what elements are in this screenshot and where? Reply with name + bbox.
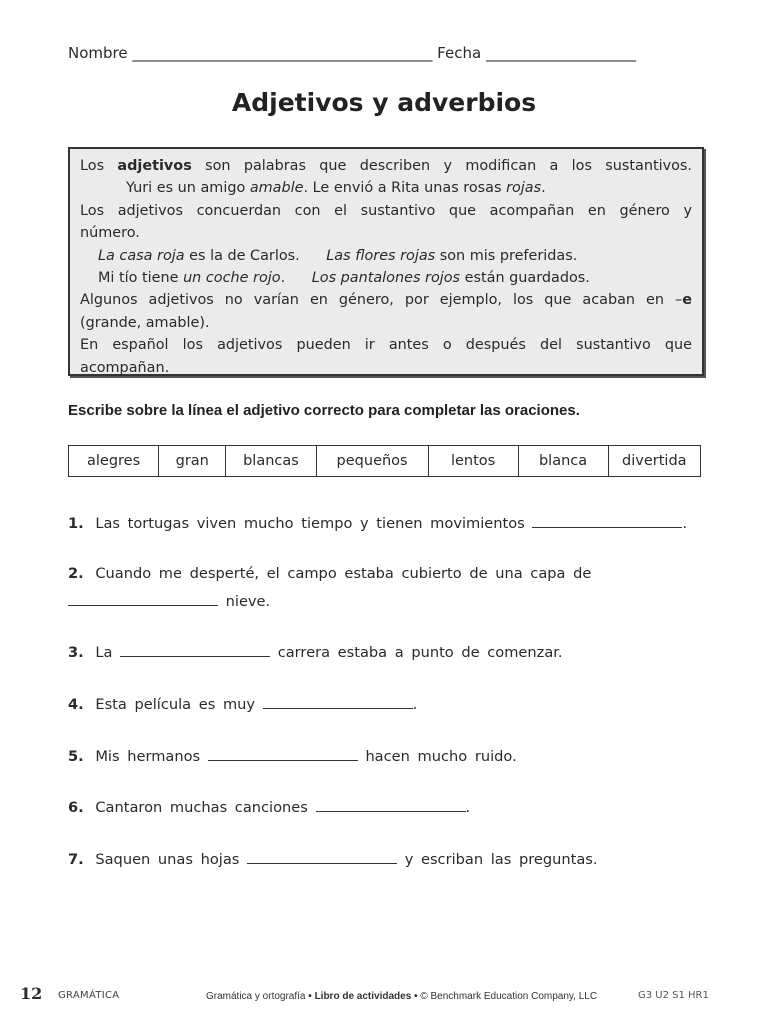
question-number: 4.	[68, 696, 84, 713]
footer-bullet: •	[308, 991, 312, 1002]
answer-blank[interactable]	[263, 694, 413, 709]
rule-term: adjetivos	[117, 158, 192, 174]
word-bank-item: gran	[159, 446, 226, 477]
example-adjective: Los pantalones rojos	[311, 270, 461, 287]
footer-code: G3 U2 S1 HR1	[638, 990, 709, 1001]
question-5	[68, 746, 517, 765]
question-number: 6.	[68, 799, 84, 816]
footer-text: Gramática y ortografía	[206, 991, 306, 1002]
example-adjective: rojas	[506, 180, 542, 197]
rule-line	[80, 155, 692, 177]
header	[68, 44, 698, 62]
date-label: Fecha	[437, 44, 482, 62]
footer-text: Libro de actividades	[314, 991, 412, 1002]
answer-blank[interactable]	[247, 849, 397, 864]
rule-line: Los adjetivos concuerdan con el sustantivo que acompañan en género y	[80, 202, 692, 219]
rule-line: En español los adjetivos pueden ir antes o después del sustantivo que	[80, 337, 692, 354]
footer-bullet: •	[414, 991, 418, 1002]
word-bank-item: blancas	[226, 446, 316, 477]
footer-credit	[206, 991, 597, 1002]
answer-blank[interactable]	[68, 591, 218, 606]
question-number: 3.	[68, 644, 84, 661]
rule-line	[80, 289, 692, 311]
example-text: .	[541, 180, 546, 197]
rule-text: son palabras que describen y modifican a los sustantivos.	[205, 158, 693, 174]
word-bank-item: divertida	[608, 446, 700, 477]
page-title: Adjetivos y adverbios	[231, 88, 537, 117]
example-text: .	[280, 270, 286, 287]
example-adjective: Las flores rojas	[326, 247, 436, 264]
question-text: .	[412, 696, 418, 713]
answer-blank[interactable]	[120, 642, 270, 657]
example-text: Mi tío tiene	[98, 270, 179, 287]
question-number: 1.	[68, 515, 84, 532]
question-text: Cantaron muchas canciones	[95, 799, 308, 816]
word-bank-item: lentos	[428, 446, 518, 477]
name-blank[interactable]: ________________________________________	[132, 44, 433, 62]
example-line	[80, 267, 692, 289]
question-7	[68, 849, 598, 868]
question-2	[68, 565, 591, 582]
example-text: son mis preferidas.	[439, 247, 578, 264]
word-bank	[68, 445, 701, 477]
example-adjective: amable	[249, 180, 304, 197]
question-text: .	[465, 799, 471, 816]
section-label: GRAMÁTICA	[58, 990, 120, 1001]
question-number: 5.	[68, 748, 84, 765]
question-number: 2.	[68, 565, 84, 582]
rule-text: Los	[80, 158, 105, 174]
rule-line: acompañan.	[80, 359, 170, 376]
question-4	[68, 694, 417, 713]
example-text: . Le envió a Rita unas rosas	[303, 180, 502, 197]
question-text: nieve.	[225, 593, 271, 610]
question-text: .	[682, 515, 688, 532]
question-text: Saquen unas hojas	[95, 851, 240, 868]
example-adjective: La casa roja	[98, 247, 185, 264]
question-1	[68, 513, 687, 532]
word-bank-item: pequeños	[316, 446, 428, 477]
footer-text: © Benchmark Education Company, LLC	[420, 991, 598, 1002]
name-label: Nombre	[68, 44, 128, 62]
example-line	[80, 245, 692, 267]
question-number: 7.	[68, 851, 84, 868]
question-text: hacen mucho ruido.	[365, 748, 517, 765]
answer-blank[interactable]	[532, 513, 682, 528]
rule-text: Algunos adjetivos no varían en género, por ejemplo, los que acaban en –	[80, 292, 683, 309]
question-text: y escriban las preguntas.	[404, 851, 598, 868]
question-text: Mis hermanos	[95, 748, 201, 765]
word-bank-item: blanca	[518, 446, 608, 477]
question-text: Las tortugas viven mucho tiempo y tienen movimientos	[95, 515, 525, 532]
example-text: es la de Carlos.	[189, 247, 300, 264]
date-blank[interactable]: ____________________	[485, 44, 636, 62]
example-text: están guardados.	[464, 270, 590, 287]
rule-line: número.	[80, 225, 140, 242]
example-adjective: un coche rojo	[183, 270, 281, 287]
page-number: 12	[20, 984, 43, 1003]
question-text: Cuando me desperté, el campo estaba cubierto de una capa de	[95, 565, 592, 582]
answer-blank[interactable]	[316, 797, 466, 812]
grammar-rule-box	[68, 147, 704, 376]
question-6	[68, 797, 470, 816]
answer-blank[interactable]	[208, 746, 358, 761]
question-text: La	[95, 644, 113, 661]
instruction: Escribe sobre la línea el adjetivo correcto para completar las oraciones.	[68, 402, 580, 419]
word-bank-item: alegres	[69, 446, 159, 477]
question-text: carrera estaba a punto de comenzar.	[277, 644, 563, 661]
example-text: Yuri es un amigo	[126, 180, 246, 197]
question-3	[68, 642, 563, 661]
question-2-continued	[68, 591, 270, 610]
rule-line: (grande, amable).	[80, 314, 210, 331]
rule-term: e	[682, 292, 692, 309]
question-text: Esta película es muy	[95, 696, 256, 713]
example-line	[80, 177, 692, 199]
